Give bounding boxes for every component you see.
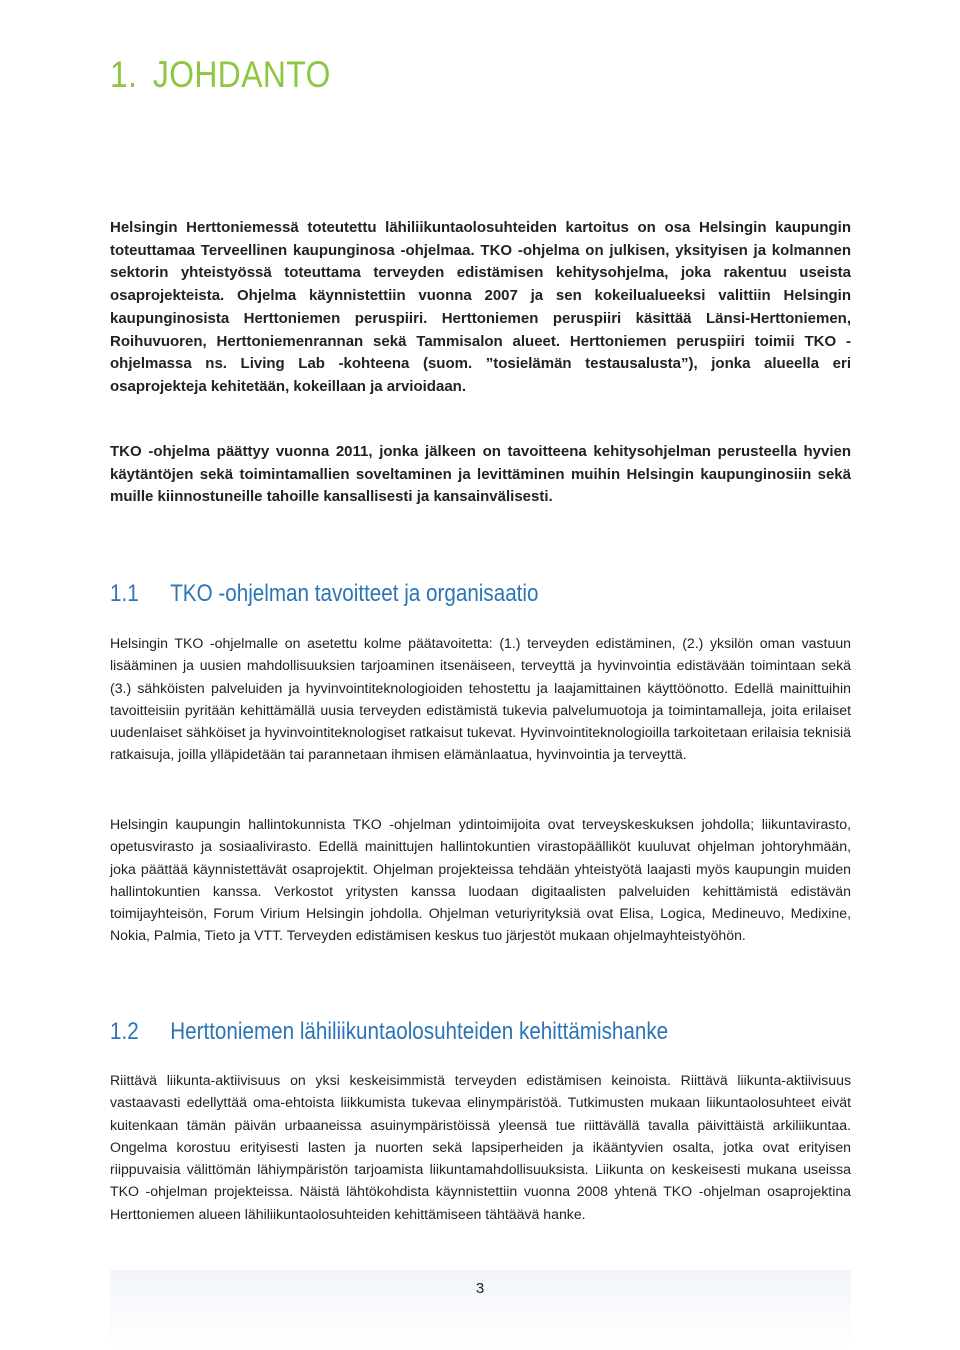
chapter-title: JOHDANTO: [152, 54, 331, 95]
section-title: Herttoniemen lähiliikuntaolosuhteiden kehittämishanke: [170, 1018, 669, 1045]
section-heading-1-1: [110, 580, 538, 608]
section-1-1-paragraph-2: Helsingin kaupungin hallintokunnista TKO -ohjelman ydintoimijoita ovat terveyskeskuksen johdolla; liikuntavirasto, opetusvirasto ja sosiaalivirasto. Edellä mainittujen hallintokuntien virastopäälliköt kuuluvat ohjelman johtoryhmään, joka päättää käynnistettävät osaprojektit. Ohjelman projekteissa tehdään yhteistyötä laajasti myös kaupungin muiden hallintokuntien kanssa. Verkostot yritysten kanssa luodaan digitaalisten palveluiden kehittämistä edistävän toimijayhteisön, Forum Virium Helsingin johdolla. Ohjelman veturiyrityksiä ovat Elisa, Logica, Medineuvo, Medixine, Nokia, Palmia, Tieto ja VTT. Terveyden edistämisen keskus tuo järjestöt mukaan ohjelmayhteistyöhön.: [110, 816, 851, 944]
section-number: 1.2: [110, 1018, 139, 1045]
page-number: 3: [475, 1280, 485, 1297]
section-heading-1-2: [110, 1018, 668, 1046]
intro-paragraph-2: TKO -ohjelma päättyy vuonna 2011, jonka jälkeen on tavoitteena kehitysohjelman perusteella hyvien käytäntöjen sekä toimintamallien soveltaminen ja levittäminen muihin Helsingin kaupunginosiin sekä muille kiinnostuneille tahoille kansallisesti ja kansainvälisesti.: [110, 443, 851, 506]
section-number: 1.1: [110, 580, 139, 607]
section-title: TKO -ohjelman tavoitteet ja organisaatio: [170, 580, 539, 607]
intro-paragraph-1: Helsingin Herttoniemessä toteutettu lähiliikuntaolosuhteiden kartoitus on osa Helsingin kaupungin toteuttamaa Terveellinen kaupunginosa -ohjelmaa. TKO -ohjelma on julkisen, yksityisen ja kolmannen sektorin yhteistyössä toteuttama terveyden edistämisen kehitysohjelma, joka rakentuu useista osaprojekteista. Ohjelma käynnistettiin vuonna 2007 ja sen kokeilualueeksi valittiin Helsingin kaupunginosista Herttoniemen peruspiiri. Herttoniemen peruspiiri käsittää Länsi-Herttoniemen, Roihuvuoren, Herttoniemenrannan sekä Tammisalon alueet. Herttoniemen peruspiiri toimii TKO -ohjelmassa ns. Living Lab -kohteena (suom. ”tosielämän testausalusta”), jonka alueella eri osaprojekteja kehitetään, kokeillaan ja arvioidaan.: [110, 219, 851, 395]
section-1-1-paragraph-1: Helsingin TKO -ohjelmalle on asetettu kolme päätavoitetta: (1.) terveyden edistäminen, (2.) yksilön oman vastuun lisääminen ja uusien mahdollisuuksien tarjoaminen itsenäiseen, terveyttä ja hyvinvointia edistävään toimintaan sekä (3.) sähköisten palveluiden ja hyvinvointiteknologioiden tehostettu ja laajamittainen käyttöönotto. Edellä mainittuihin tavoitteisiin pyritään kehittämällä uusia terveyden edistämistä tukevia palvelumuotoja ja toimintamalleja, joita erilaiset uudenlaiset sähköiset ja hyvinvointiteknologiset ratkaisut tukevat. Hyvinvointiteknologioilla tarkoitetaan erilaisia teknisiä ratkaisuja, joilla ylläpidetään tai parannetaan ihmisen elämänlaatua, hyvinvointia ja terveyttä.: [110, 635, 851, 763]
chapter-heading: [110, 54, 331, 96]
chapter-number: 1.: [110, 54, 138, 95]
section-1-2-paragraph-1: Riittävä liikunta-aktiivisuus on yksi keskeisimmistä terveyden edistämisen keinoista. Riittävä liikunta-aktiivisuus vastaavasti edellyttää oma-ehtoista liikkumista tukevaa elinympäristöä. Tutkimusten mukaan liikuntaolosuhteet eivät kuitenkaan tämän päivän urbaaneissa asuinympäristöissä yleensä tue riittävällä tavalla päivittäistä arkiliikuntaa. Ongelma korostuu erityisesti lasten ja nuorten sekä lapsiperheiden ja ikääntyvien osalta, jotka ovat erityisen riippuvaisia välittömän lähiympäristön tarjoamista liikuntamahdollisuuksista. Liikunta on keskeisesti mukana useissa TKO -ohjelman projekteissa. Näistä lähtökohdista käynnistettiin vuonna 2008 yhtenä TKO -ohjelman osaprojektina Herttoniemen alueen lähiliikuntaolosuhteiden kehittämiseen tähtäävä hanke.: [110, 1072, 851, 1222]
